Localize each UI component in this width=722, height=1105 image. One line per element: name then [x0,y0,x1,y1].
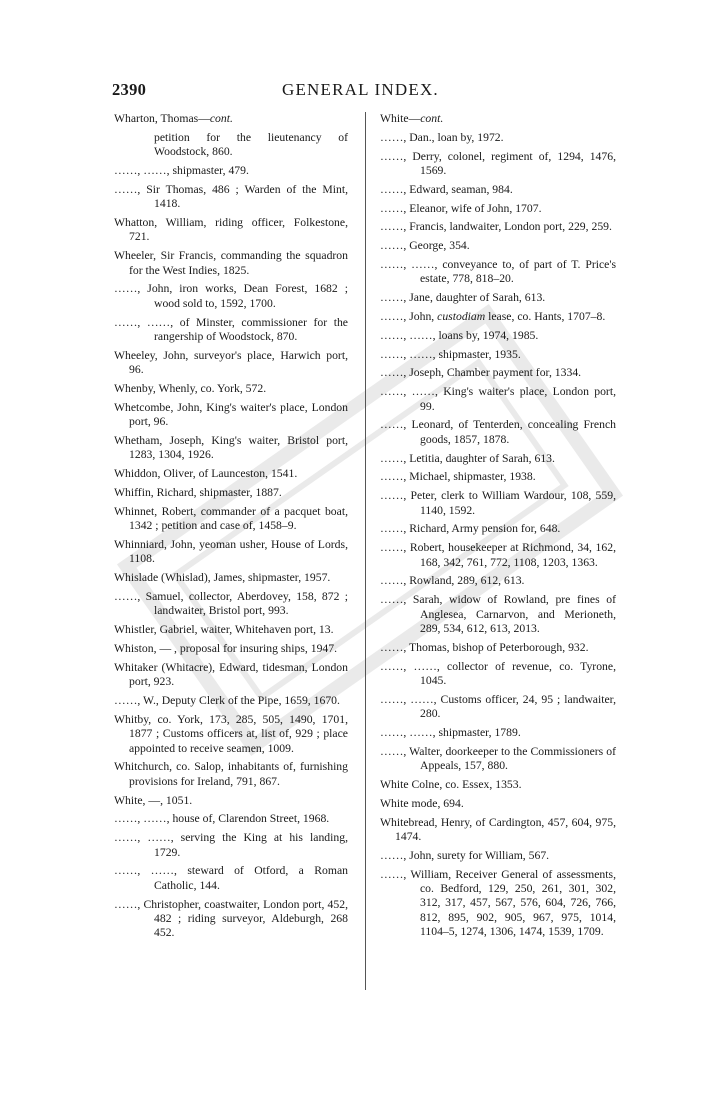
entry-text: ……, Walter, doorkeeper to the Commissioners of Appeals, 157, 880. [380,744,616,773]
index-subentry [380,745,616,774]
entry-text: ……, William, Receiver General of assessments, co. Bedford, 129, 250, 261, 301, 302, 312, 317, 457, 567, 576, 604, 726, 766, 812, 895, 902, 905, 967, 975, 1014, 1104–5, 1274, 1306, 1474, 1539, 1709. [380,867,616,939]
index-entry [380,778,616,792]
entry-text: White mode, 694. [380,796,464,810]
index-subentry [380,348,616,362]
entry-text: ……, ……, serving the King at his landing, 1729. [114,831,348,859]
entry-text: ……, Peter, clerk to William Wardour, 108, 559, 1140, 1592. [380,489,616,517]
entry-text: ……, Derry, colonel, regiment of, 1294, 1476, 1569. [380,149,616,177]
entry-text: ……, George, 354. [380,239,470,253]
entry-text: Whenby, Whenly, co. York, 572. [114,382,267,396]
entry-text: ……, Letitia, daughter of Sarah, 613. [380,451,555,465]
index-entry [114,571,348,585]
index-subentry [380,660,616,689]
index-subentry [380,849,616,863]
index-subentry [380,202,616,216]
entry-text: Whitaker (Whitacre), Edward, tidesman, London port, 923. [114,660,348,689]
index-subentry [114,183,348,212]
entry-text: ……, Dan., loan by, 1972. [380,130,504,144]
index-entry [114,505,348,534]
index-subentry [380,131,616,145]
index-subentry [114,812,348,826]
index-entry [380,816,616,845]
column-divider [365,112,366,990]
index-entry [114,661,348,690]
index-subentry [114,898,348,941]
index-subentry [380,258,616,287]
entry-text: lease, co. Hants, 1707–8. [485,309,606,323]
entry-text: Whinniard, John, yeoman usher, House of Lords, 1108. [114,538,348,566]
index-subentry [114,590,348,619]
index-subentry [380,489,616,518]
entry-text: Whiddon, Oliver, of Launceston, 1541. [114,467,298,481]
index-subentry [380,385,616,414]
index-entry [114,382,348,396]
index-entry [114,434,348,463]
index-entry [114,249,348,278]
entry-text: ……, John, surety for William, 567. [380,848,550,862]
index-entry [114,349,348,378]
index-subentry [380,452,616,466]
index-subentry [380,868,616,940]
entry-text: Wheeler, Sir Francis, commanding the squadron for the West Indies, 1825. [114,249,348,277]
index-subentry [114,694,348,708]
entry-text: ……, W., Deputy Clerk of the Pipe, 1659, 1670. [114,694,340,708]
entry-text: ……, Jane, daughter of Sarah, 613. [380,291,546,305]
index-entry [114,467,348,481]
entry-text: White Colne, co. Essex, 1353. [380,777,522,791]
entry-text: ……, Michael, shipmaster, 1938. [380,470,536,484]
entry-text: Wheeley, John, surveyor's place, Harwich port, 96. [114,348,348,377]
index-entry [114,216,348,245]
entry-italic-text: custodiam [437,309,486,323]
page-number: 2390 [112,80,147,99]
index-subentry [380,693,616,722]
index-subentry [380,150,616,179]
entry-text: ……, ……, shipmaster, 479. [114,164,249,177]
index-subentry [380,418,616,447]
entry-text: Whitchurch, co. Salop, inhabitants of, furnishing provisions for Ireland, 791, 867. [114,760,348,788]
entry-text: Wharton, Thomas [114,112,199,125]
index-heading-continued: Wharton, Thomas—cont. [114,112,233,125]
index-subentry [380,310,616,324]
index-subentry [114,864,348,893]
index-entry [114,401,348,430]
index-entry [114,538,348,567]
entry-text: ……, Rowland, 289, 612, 613. [380,574,525,588]
index-entry [114,760,348,789]
entry-text: ……, ……, steward of Otford, a Roman Catholic, 144. [114,864,348,892]
entry-text: ……, ……, of Minster, commissioner for the rangership of Woodstock, 870. [114,315,348,344]
index-entry [114,713,348,756]
index-subentry [114,131,348,160]
index-entry [380,797,616,811]
entry-text: ……, Christopher, coastwaiter, London port, 452, 482 ; riding surveyor, Aldeburgh, 268 452. [114,897,348,940]
entry-text: ……, Eleanor, wife of John, 1707. [380,201,542,215]
entry-text: White [380,112,409,125]
index-entry [114,794,348,808]
index-subentry [380,541,616,570]
entry-italic-text: cont. [420,112,444,125]
entry-text: Whetham, Joseph, King's waiter, Bristol port, 1283, 1304, 1926. [114,434,348,462]
index-subentry [380,641,616,655]
entry-text: ……, ……, house of, Clarendon Street, 1968. [114,812,330,826]
entry-text: ……, ……, collector of revenue, co. Tyrone, 1045. [380,659,616,687]
index-entry [114,623,348,637]
index-subentry [380,470,616,484]
entry-text: Whislade (Whislad), James, shipmaster, 1957. [114,571,331,585]
entry-text: ……, Thomas, bishop of Peterborough, 932. [380,640,589,654]
entry-text: White, —, 1051. [114,793,193,807]
right-column [380,112,616,944]
entry-text: ……, Sarah, widow of Rowland, pre fines of Anglesea, Carnarvon, and Merioneth, 289, 534, 612, 613, 2013. [380,593,616,635]
index-heading-continued: White—cont. [380,112,444,125]
running-head: GENERAL INDEX. [282,80,439,99]
index-subentry [380,522,616,536]
index-subentry [380,574,616,588]
index-subentry [114,831,348,860]
entry-text: ……, Samuel, collector, Aberdovey, 158, 872 ; landwaiter, Bristol port, 993. [114,590,348,618]
entry-text: ……, Sir Thomas, 486 ; Warden of the Mint, 1418. [114,182,348,211]
index-subentry [380,593,616,636]
entry-text: Whiston, — , proposal for insuring ships, 1947. [114,642,338,656]
entry-text: ……, ……, conveyance to, of part of T. Price's estate, 778, 818–20. [380,257,616,286]
entry-text: ……, Francis, landwaiter, London port, 229, 259. [380,220,612,234]
entry-text: Whetcombe, John, King's waiter's place, London port, 96. [114,400,348,429]
index-subentry [380,366,616,380]
index-subentry [380,726,616,740]
entry-text: ……, Leonard, of Tenterden, concealing French goods, 1857, 1878. [380,418,616,446]
left-column [114,112,348,945]
entry-text: ……, ……, Customs officer, 24, 95 ; landwaiter, 280. [380,692,616,721]
entry-text: ……, ……, shipmaster, 1789. [380,725,521,739]
entry-text: Whistler, Gabriel, waiter, Whitehaven port, 13. [114,623,334,637]
entry-text: ……, Joseph, Chamber payment for, 1334. [380,366,582,380]
index-subentry [114,164,348,178]
index-subentry [380,291,616,305]
entry-text: ……, Richard, Army pension for, 648. [380,522,561,536]
index-subentry [114,316,348,345]
entry-text: ……, John, iron works, Dean Forest, 1682 ; wood sold to, 1592, 1700. [114,282,348,310]
index-entry [114,486,348,500]
entry-text: ……, Edward, seaman, 984. [380,182,513,196]
index-entry [114,642,348,656]
index-subentry [114,282,348,311]
index-subentry [380,183,616,197]
index-subentry [380,329,616,343]
entry-text: Whinnet, Robert, commander of a pacquet boat, 1342 ; petition and case of, 1458–9. [114,504,348,533]
index-subentry [380,239,616,253]
entry-text: ……, ……, King's waiter's place, London port, 99. [380,385,616,413]
entry-text: ……, John, [380,309,438,323]
entry-text: Whitby, co. York, 173, 285, 505, 1490, 1701, 1877 ; Customs officers at, list of, 929 ; place appointed to receive seamen, 1009. [114,712,348,755]
entry-text: Whatton, William, riding officer, Folkestone, 721. [114,216,348,244]
entry-italic-text: cont. [209,112,233,125]
entry-text: Whiffin, Richard, shipmaster, 1887. [114,486,282,500]
entry-text: ……, ……, loans by, 1974, 1985. [380,328,539,342]
entry-text: Whitebread, Henry, of Cardington, 457, 604, 975, 1474. [380,815,616,843]
index-subentry [380,220,616,234]
entry-text: ……, Robert, housekeeper at Richmond, 34, 162, 168, 342, 761, 772, 1108, 1203, 1363. [380,541,616,569]
entry-text: ……, ……, shipmaster, 1935. [380,347,521,361]
entry-text: petition for the lieutenancy of Woodstock, 860. [154,130,348,159]
